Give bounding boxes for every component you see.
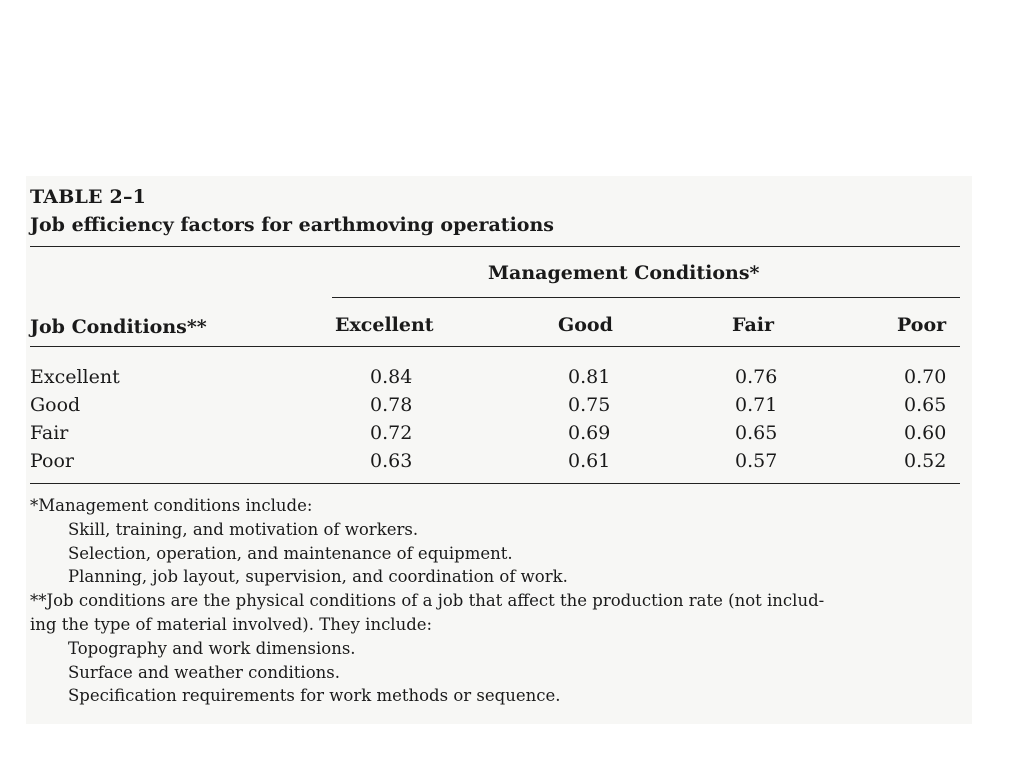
table-cell: 0.72 [370, 422, 413, 444]
table-cell: 0.75 [568, 394, 611, 416]
footnotes [30, 494, 960, 708]
table-row [0, 422, 1024, 450]
table-cell: 0.71 [735, 394, 778, 416]
column-header-fair: Fair [732, 314, 774, 336]
footnote-item: Topography and work dimensions. [68, 638, 356, 658]
table-cell: 0.76 [735, 366, 778, 388]
row-label: Poor [30, 450, 74, 472]
job-conditions-header: Job Conditions** [30, 316, 207, 338]
table-row [0, 394, 1024, 422]
footnote-item: Selection, operation, and maintenance of equipment. [68, 543, 513, 563]
row-label: Good [30, 394, 81, 416]
group-header-rule [332, 297, 960, 298]
table-number: TABLE 2–1 [30, 186, 147, 208]
footnote-item: Skill, training, and motivation of workers. [68, 519, 419, 539]
column-header-poor: Poor [897, 314, 947, 336]
table-cell: 0.61 [568, 450, 611, 472]
table-row [0, 366, 1024, 394]
footnote-item: Surface and weather conditions. [68, 662, 340, 682]
table-cell: 0.57 [735, 450, 778, 472]
table-cell: 0.65 [735, 422, 778, 444]
table-cell: 0.52 [904, 450, 947, 472]
table-cell: 0.69 [568, 422, 611, 444]
header-rule [30, 346, 960, 347]
footnote-item: Specification requirements for work methods or sequence. [68, 686, 561, 706]
bottom-rule [30, 483, 960, 484]
footnote-management-intro: *Management conditions include: [30, 496, 313, 515]
table-cell: 0.65 [904, 394, 947, 416]
table-cell: 0.63 [370, 450, 413, 472]
table-row [0, 450, 1024, 478]
footnote-job-intro-continued: ing the type of material involved). They include: [30, 614, 433, 634]
footnote-job-intro: **Job conditions are the physical conditions of a job that affect the production rate (not includ- [30, 591, 825, 611]
top-rule [30, 246, 960, 247]
row-label: Excellent [30, 366, 120, 388]
table-cell: 0.60 [904, 422, 947, 444]
table-cell: 0.70 [904, 366, 947, 388]
table-cell: 0.78 [370, 394, 413, 416]
column-header-excellent: Excellent [335, 314, 434, 336]
footnote-item: Planning, job layout, supervision, and coordination of work. [68, 567, 568, 587]
table-cell: 0.84 [370, 366, 413, 388]
row-label: Fair [30, 422, 69, 444]
column-header-good: Good [558, 314, 613, 336]
management-conditions-header: Management Conditions* [488, 262, 760, 284]
table-caption: Job efficiency factors for earthmoving operations [30, 214, 554, 236]
table-cell: 0.81 [568, 366, 611, 388]
